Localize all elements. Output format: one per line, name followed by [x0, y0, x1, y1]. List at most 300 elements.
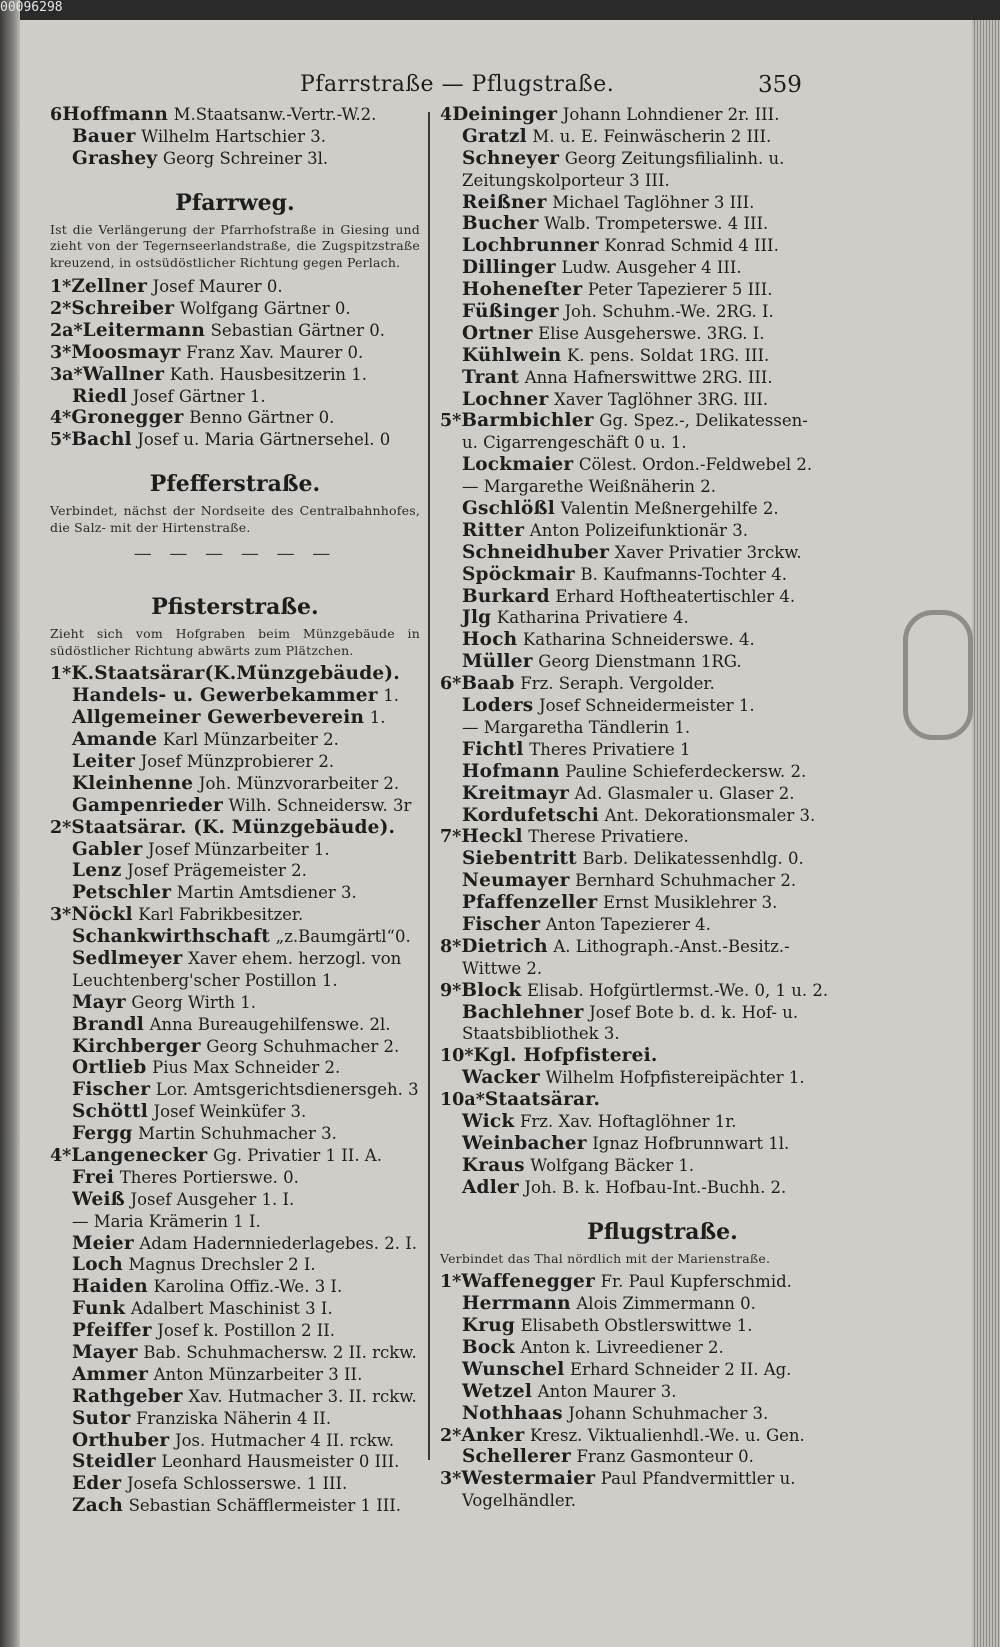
resident-details: Johann Schuhmacher 3. [568, 1403, 769, 1423]
resident-details: K. pens. Soldat 1RG. III. [566, 345, 770, 365]
resident-name: Gronegger [71, 407, 184, 429]
resident-name: Fichtl [462, 738, 524, 760]
book-spine [0, 0, 20, 1647]
directory-entry [50, 1430, 420, 1452]
resident-details: Georg Wirth 1. [131, 992, 256, 1012]
directory-entry [50, 276, 420, 298]
directory-entry [440, 410, 885, 432]
directory-entry [440, 542, 885, 564]
directory-entry [440, 1155, 885, 1177]
directory-entry [440, 892, 885, 914]
resident-name: Bachl [71, 429, 132, 451]
resident-details: Josef Maurer 0. [152, 277, 283, 297]
resident-name: Westermaier [461, 1468, 596, 1490]
right-column [440, 104, 885, 1512]
resident-name: Fischer [72, 1079, 151, 1101]
directory-entry [440, 1002, 885, 1024]
directory-entry [50, 1167, 420, 1189]
resident-details: Wilhelm Hartschier 3. [141, 126, 326, 146]
resident-details: Leonhard Hausmeister 0 III. [161, 1452, 400, 1472]
resident-name: Trant [462, 366, 520, 388]
directory-entry [440, 564, 885, 586]
resident-details: Josef Prägemeister 2. [127, 861, 307, 881]
directory-entry [50, 663, 420, 685]
street-heading: Pflugstraße. [587, 1218, 738, 1245]
directory-entry [50, 1408, 420, 1430]
directory-entry [50, 148, 420, 170]
directory-entry [440, 454, 885, 476]
house-number: 3* [50, 342, 72, 363]
resident-details: Adalbert Maschinist 3 I. [130, 1299, 333, 1319]
resident-details: Xaver Taglöhner 3RG. III. [554, 389, 769, 409]
resident-details: 1. [369, 708, 386, 728]
resident-name: Riedl [72, 385, 128, 407]
resident-details: B. Kaufmanns-Tochter 4. [580, 564, 787, 584]
scan-id: 00096298 [0, 0, 63, 15]
entry-continuation: — Maria Krämerin 1 I. [72, 1211, 261, 1231]
house-number: 4* [50, 408, 72, 429]
directory-entry [50, 729, 420, 751]
resident-details: Josef Gärtner 1. [132, 386, 266, 406]
resident-name: Sedlmeyer [72, 947, 183, 969]
directory-entry [440, 848, 885, 870]
resident-details: Martin Schuhmacher 3. [138, 1124, 337, 1144]
street-description: Verbindet das Thal nördlich mit der Marienstraße. [440, 1250, 771, 1266]
resident-name: Neumayer [462, 870, 570, 892]
scan-top-border [0, 0, 1000, 22]
resident-details: Wilh. Schneidersw. 3r [228, 795, 412, 815]
resident-details: Anna Hafnerswittwe 2RG. III. [524, 367, 773, 387]
resident-details: M. u. E. Feinwäscherin 2 III. [532, 126, 772, 146]
resident-name: Schellerer [462, 1446, 571, 1468]
resident-name: Kühlwein [462, 344, 562, 366]
resident-name: Kgl. Hofpfisterei. [473, 1045, 658, 1067]
directory-entry [50, 773, 420, 795]
resident-details: Magnus Drechsler 2 I. [128, 1255, 316, 1275]
resident-name: Wunschel [462, 1358, 565, 1380]
resident-details: A. Lithograph.-Anst.-Besitz.- [553, 936, 790, 956]
directory-entry [440, 213, 885, 235]
resident-details: Wilhelm Hofpfistereipächter 1. [545, 1068, 805, 1088]
resident-name: Grashey [72, 147, 158, 169]
directory-entry [440, 1111, 885, 1133]
resident-name: Block [461, 979, 522, 1001]
resident-details: Paul Pfandvermittler u. [600, 1469, 796, 1489]
resident-name: Lochner [462, 388, 549, 410]
street-heading: Pfisterstraße. [151, 593, 319, 620]
empty-street-dashes: — — — — — — [133, 542, 337, 564]
resident-details: Karolina Offiz.-We. 3 I. [153, 1277, 343, 1297]
resident-details: Anton Tapezierer 4. [545, 914, 711, 934]
house-number: 4 [440, 105, 453, 125]
resident-name: K.Staatsärar(K.Münzgebäude). [71, 663, 400, 685]
directory-entry [440, 1067, 885, 1089]
resident-name: Anker [461, 1424, 525, 1446]
resident-name: Bucher [462, 213, 539, 235]
resident-details: Xaver ehem. herzogl. von [188, 948, 402, 968]
resident-details: Kresz. Viktualienhdl.-We. u. Gen. [530, 1425, 805, 1445]
resident-name: Krug [462, 1315, 516, 1337]
resident-name: Lenz [72, 860, 122, 882]
house-number: 7* [440, 827, 462, 848]
directory-entry [440, 914, 885, 936]
directory-entry [50, 1451, 420, 1473]
resident-name: Haiden [72, 1276, 148, 1298]
resident-name: Kirchberger [72, 1035, 201, 1057]
resident-details: Bernhard Schuhmacher 2. [575, 871, 797, 891]
directory-entry [440, 520, 885, 542]
directory-entry [50, 1320, 420, 1342]
resident-details: Elisab. Hofgürtlermst.-We. 0, 1 u. 2. [527, 980, 829, 1000]
directory-entry [440, 1468, 885, 1490]
entry-continuation: u. Cigarrengeschäft 0 u. 1. [462, 433, 687, 453]
directory-entry [440, 870, 885, 892]
directory-entry [440, 389, 885, 411]
directory-entry [440, 805, 885, 827]
house-number: 10* [440, 1046, 474, 1067]
resident-details: Sebastian Gärtner 0. [210, 320, 385, 340]
house-number: 1* [50, 277, 72, 298]
directory-entry [50, 364, 420, 386]
resident-name: Kreitmayr [462, 782, 570, 804]
resident-name: Siebentritt [462, 848, 577, 870]
directory-entry [440, 104, 885, 126]
resident-name: Lockmaier [462, 454, 574, 476]
resident-name: Füßinger [462, 301, 559, 323]
resident-details: Konrad Schmid 4 III. [604, 236, 779, 256]
directory-entry [440, 936, 885, 958]
house-number: 3* [50, 905, 72, 926]
resident-name: Wallner [82, 363, 165, 385]
resident-name: Loders [462, 695, 534, 717]
resident-name: Pfaffenzeller [462, 892, 598, 914]
directory-entry [50, 1298, 420, 1320]
resident-name: Frei [72, 1166, 115, 1188]
resident-details: M.Staatsanw.-Vertr.-W.2. [173, 105, 377, 124]
resident-details: Anton Polizeifunktionär 3. [529, 520, 748, 540]
directory-entry [50, 1495, 420, 1517]
resident-details: Kath. Hausbesitzerin 1. [169, 364, 368, 384]
entry-continuation: Wittwe 2. [462, 958, 543, 978]
directory-entry [440, 673, 885, 695]
resident-details: Franz Xav. Maurer 0. [186, 342, 364, 362]
resident-name: Dietrich [461, 935, 548, 957]
directory-entry [440, 279, 885, 301]
directory-entry [50, 1036, 420, 1058]
resident-details: Anton Münzarbeiter 3 II. [153, 1364, 363, 1384]
resident-name: Gschlößl [462, 498, 555, 520]
street-description: Ist die Verlängerung der Pfarrhofstraße in Giesing und zieht von der Tegernseerlandstraße, die Zugspitzstraße kreuzend, in ostsüdöstlicher Richtung gegen Perlach. [50, 221, 420, 271]
directory-entry [50, 1145, 420, 1167]
resident-details: Johann Lohndiener 2r. III. [562, 105, 780, 124]
directory-entry [50, 685, 420, 707]
resident-name: Schneidhuber [462, 541, 610, 563]
resident-name: Schreiber [71, 297, 175, 319]
resident-details: Joh. Schuhm.-We. 2RG. I. [564, 302, 774, 322]
directory-entry [50, 407, 420, 429]
resident-details: Georg Schuhmacher 2. [206, 1036, 400, 1056]
directory-entry [50, 904, 420, 926]
resident-name: Moosmayr [71, 341, 181, 363]
resident-name: Zellner [71, 276, 148, 298]
resident-name: Mayr [72, 991, 126, 1013]
resident-details: Karl Münzarbeiter 2. [162, 730, 339, 750]
resident-details: Frz. Xav. Hoftaglöhner 1r. [519, 1111, 737, 1131]
house-number: 3a* [50, 364, 83, 385]
resident-name: Handels- u. Gewerbekammer [72, 685, 378, 707]
directory-entry [440, 1359, 885, 1381]
street-heading: Pfefferstraße. [149, 471, 321, 498]
directory-entry [50, 342, 420, 364]
entry-continuation: — Margaretha Tändlerin 1. [462, 717, 691, 737]
column-divider [428, 112, 430, 1460]
resident-details: Sebastian Schäfflermeister 1 III. [128, 1496, 402, 1516]
resident-details: Katharina Privatiere 4. [496, 608, 689, 628]
resident-name: Amande [72, 729, 158, 751]
directory-entry [50, 1057, 420, 1079]
directory-entry [50, 1254, 420, 1276]
directory-entry [440, 323, 885, 345]
directory-entry [50, 751, 420, 773]
resident-name: Petschler [72, 882, 172, 904]
house-number: 6* [440, 674, 462, 695]
house-number: 1* [50, 664, 72, 685]
directory-entry [440, 629, 885, 651]
resident-name: Gabler [72, 838, 143, 860]
resident-name: Nöckl [71, 904, 133, 926]
directory-entry [440, 1315, 885, 1337]
resident-details: Georg Dienstmann 1RG. [538, 652, 742, 672]
resident-name: Heckl [461, 826, 523, 848]
resident-details: Michael Taglöhner 3 III. [552, 192, 755, 212]
resident-name: Nothhaas [462, 1402, 563, 1424]
directory-entry [440, 586, 885, 608]
house-number: 2a* [50, 320, 83, 341]
page-number: 359 [758, 72, 802, 98]
resident-name: Fergg [72, 1123, 133, 1145]
house-number: 6 [50, 105, 63, 125]
resident-name: Schöttl [72, 1101, 148, 1123]
resident-details: Anna Bureaugehilfenswe. 2l. [149, 1014, 391, 1034]
resident-details: Valentin Meßnergehilfe 2. [560, 499, 779, 519]
entry-continuation: Zeitungskolporteur 3 III. [462, 170, 670, 190]
entry-continuation: Leuchtenberg'scher Postillon 1. [72, 970, 338, 990]
resident-name: Weiß [72, 1188, 125, 1210]
resident-details: Josef Ausgeher 1. I. [130, 1189, 295, 1209]
resident-name: Loch [72, 1254, 123, 1276]
resident-name: Hoffmann [62, 104, 168, 125]
directory-entry [440, 367, 885, 389]
directory-entry [50, 1473, 420, 1495]
resident-name: Kordufetschi [462, 804, 599, 826]
directory-entry [50, 882, 420, 904]
resident-name: Ammer [72, 1363, 149, 1385]
resident-name: Langenecker [71, 1144, 208, 1166]
resident-details: Josef Münzarbeiter 1. [148, 839, 330, 859]
resident-details: Pauline Schieferdeckersw. 2. [565, 761, 807, 781]
resident-name: Bock [462, 1337, 515, 1358]
house-number: 2* [50, 817, 72, 838]
resident-name: Leitermann [82, 319, 206, 341]
resident-details: Franziska Näherin 4 II. [136, 1408, 332, 1428]
directory-entry [440, 126, 885, 148]
house-number: 8* [440, 936, 462, 957]
resident-name: Meier [72, 1232, 134, 1254]
resident-details: Pius Max Schneider 2. [152, 1058, 341, 1078]
resident-name: Wetzel [462, 1380, 533, 1402]
directory-entry [50, 320, 420, 342]
resident-details: Georg Zeitungsfilialinh. u. [564, 148, 785, 168]
directory-entry [50, 298, 420, 320]
resident-name: Bachlehner [462, 1001, 584, 1023]
resident-details: Ant. Dekorationsmaler 3. [604, 805, 816, 825]
directory-entry [440, 257, 885, 279]
resident-details: Franz Gasmonteur 0. [576, 1447, 754, 1467]
directory-entry [440, 1293, 885, 1315]
directory-entry [440, 1425, 885, 1447]
resident-name: Staatsärar. [484, 1089, 601, 1111]
directory-entry [440, 1133, 885, 1155]
directory-entry [50, 1342, 420, 1364]
resident-details: Frz. Seraph. Vergolder. [520, 674, 715, 694]
resident-details: Walb. Trompeterswe. 4 III. [544, 214, 769, 234]
directory-entry [440, 1446, 885, 1468]
resident-name: Lochbrunner [462, 235, 599, 257]
resident-name: Kraus [462, 1154, 525, 1176]
directory-entry [440, 783, 885, 805]
resident-details: Joh. B. k. Hofbau-Int.-Buchh. 2. [524, 1177, 787, 1197]
directory-entry [440, 1271, 885, 1293]
resident-name: Schneyer [462, 147, 560, 169]
street-description: Verbindet, nächst der Nordseite des Centralbahnhofes, die Salz- mit der Hirtenstraße. [50, 503, 420, 535]
resident-details: Josef Bote b. d. k. Hof- u. [589, 1002, 799, 1022]
house-number: 3* [440, 1469, 462, 1490]
resident-name: Steidler [72, 1451, 156, 1473]
resident-name: Gampenrieder [72, 794, 223, 816]
resident-name: Hofmann [462, 760, 560, 782]
resident-details: Ad. Glasmaler u. Glaser 2. [574, 783, 795, 803]
resident-details: Lor. Amtsgerichtsdienersgeh. 3 [155, 1080, 419, 1100]
resident-name: Gratzl [462, 125, 527, 147]
directory-entry [440, 607, 885, 629]
directory-entry [50, 386, 420, 408]
directory-entry [440, 498, 885, 520]
directory-entry [50, 1079, 420, 1101]
resident-name: Adler [462, 1176, 519, 1198]
directory-entry [50, 860, 420, 882]
resident-name: Barmbichler [461, 410, 594, 432]
resident-details: Peter Tapezierer 5 III. [587, 280, 773, 300]
directory-entry [440, 148, 885, 170]
resident-details: Wolfgang Gärtner 0. [179, 298, 351, 318]
resident-name: Dillinger [462, 257, 556, 279]
directory-entry [50, 948, 420, 970]
resident-name: Staatsärar. (K. Münzgebäude). [71, 816, 396, 838]
entry-continuation: Vogelhändler. [462, 1491, 576, 1511]
house-number: 2* [440, 1425, 462, 1446]
resident-details: Georg Schreiner 3l. [162, 148, 329, 168]
resident-details: Bab. Schuhmachersw. 2 II. rckw. [143, 1342, 417, 1362]
resident-details: Wolfgang Bäcker 1. [530, 1155, 695, 1175]
directory-entry [440, 1045, 885, 1067]
directory-entry [440, 1403, 885, 1425]
street-description: Zieht sich vom Hofgraben beim Münzgebäude in südöstlicher Richtung abwärts zum Plätzchen. [50, 625, 420, 658]
directory-entry [440, 301, 885, 323]
running-title: Pfarrstraße — Pflugstraße. [300, 72, 615, 97]
resident-name: Leiter [72, 750, 136, 772]
resident-details: Jos. Hutmacher 4 II. rckw. [174, 1430, 395, 1450]
resident-details: 1. [383, 686, 400, 706]
resident-name: Wacker [462, 1067, 540, 1089]
resident-details: Josef Weinküfer 3. [153, 1102, 307, 1122]
directory-entry [440, 192, 885, 214]
resident-details: Erhard Schneider 2 II. Ag. [570, 1359, 792, 1379]
resident-name: Waffenegger [461, 1271, 595, 1293]
directory-entry [50, 992, 420, 1014]
directory-entry [440, 1381, 885, 1403]
running-header [0, 72, 930, 104]
house-number: 4* [50, 1145, 72, 1166]
directory-entry [50, 1101, 420, 1123]
resident-name: Wick [462, 1110, 515, 1132]
left-column [50, 104, 420, 1517]
house-number: 2* [50, 298, 72, 319]
resident-details: Josefa Schlosserswe. 1 III. [126, 1474, 348, 1494]
resident-details: Adam Hadernniederlagebes. 2. I. [139, 1233, 418, 1253]
resident-details: Therese Privatiere. [528, 827, 689, 847]
house-number: 9* [440, 980, 462, 1001]
directory-entry [440, 739, 885, 761]
entry-continuation: Staatsbibliothek 3. [462, 1024, 620, 1044]
resident-name: Hoch [462, 629, 518, 651]
resident-details: Anton Maurer 3. [537, 1381, 677, 1401]
resident-details: Martin Amtsdiener 3. [176, 883, 357, 903]
resident-name: Ritter [462, 519, 525, 541]
directory-entry [50, 1276, 420, 1298]
resident-name: Ortlieb [72, 1057, 147, 1079]
resident-name: Müller [462, 651, 533, 673]
thumb-index-tab [903, 610, 973, 740]
resident-name: Fischer [462, 913, 541, 935]
resident-name: Herrmann [462, 1293, 571, 1315]
house-number: 10a* [440, 1090, 485, 1111]
directory-entry [50, 817, 420, 839]
directory-entry [440, 235, 885, 257]
resident-name: Zach [72, 1495, 124, 1517]
house-number: 5* [50, 430, 72, 451]
directory-entry [50, 1386, 420, 1408]
resident-details: Josef Münzprobierer 2. [140, 751, 335, 771]
resident-name: Spöckmair [462, 563, 575, 585]
directory-entry [440, 1337, 885, 1359]
directory-entry [440, 1089, 885, 1111]
directory-entry [50, 1014, 420, 1036]
resident-details: Fr. Paul Kupferschmid. [600, 1272, 792, 1292]
resident-name: Sutor [72, 1407, 131, 1429]
resident-name: Deininger [452, 104, 558, 125]
resident-details: Ernst Musiklehrer 3. [603, 893, 778, 913]
resident-name: Pfeiffer [72, 1320, 152, 1342]
resident-details: Elise Ausgeherswe. 3RG. I. [538, 323, 765, 343]
directory-entry [50, 1364, 420, 1386]
directory-entry [440, 695, 885, 717]
resident-name: Allgemeiner Gewerbeverein [72, 707, 365, 729]
resident-details: Theres Privatiere 1 [529, 739, 691, 759]
resident-details: „z.Baumgärtl“0. [275, 927, 411, 947]
directory-entry [440, 1177, 885, 1199]
directory-entry [440, 651, 885, 673]
resident-details: Josef Schneidermeister 1. [539, 696, 755, 716]
